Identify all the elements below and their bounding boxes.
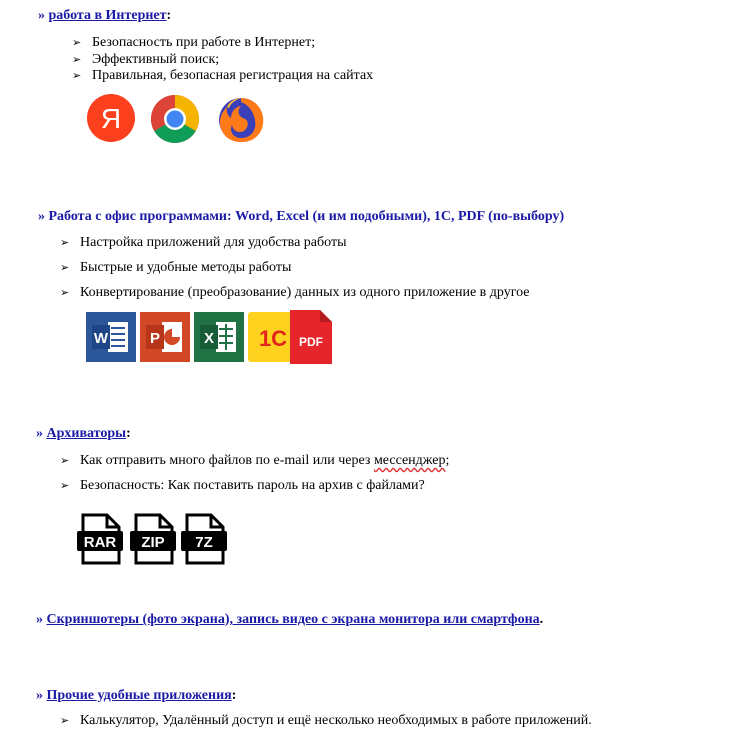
- arrow-bullet-icon: ➢: [60, 454, 70, 467]
- list-item: [60, 285, 530, 301]
- raquo-marker: »: [36, 688, 43, 703]
- arrow-bullet-icon: ➢: [72, 36, 82, 49]
- raquo-marker: »: [36, 426, 43, 441]
- word-icon: [86, 312, 136, 362]
- list-item-text: Правильная, безопасная регистрация на сайтах: [92, 68, 374, 83]
- misspelled-word: мессенджер: [373, 453, 446, 468]
- zip-label: ZIP: [141, 534, 165, 551]
- arrow-bullet-icon: ➢: [60, 286, 70, 299]
- chrome-icon: [150, 94, 200, 144]
- list-item: [60, 478, 425, 494]
- firefox-icon: [215, 94, 267, 144]
- colon: :: [231, 688, 237, 703]
- pdf-icon: [290, 310, 332, 364]
- list-item-text: Калькулятор, Удалённый доступ и ещё несколько необходимых в работе приложений.: [80, 713, 592, 728]
- list-item-text: Безопасность: Как поставить пароль на архив с файлами?: [80, 478, 425, 493]
- list-item: [72, 35, 315, 51]
- section-heading-internet[interactable]: [38, 8, 171, 24]
- colon: :: [126, 426, 131, 441]
- list-item: [60, 453, 449, 469]
- heading-link[interactable]: работа в Интернет: [48, 8, 167, 23]
- excel-letter: X: [203, 330, 215, 347]
- colon: :: [166, 8, 172, 23]
- list-item-text: Безопасность при работе в Интернет;: [92, 35, 316, 50]
- svg-text:Я: Я: [100, 103, 122, 134]
- raquo-marker: »: [36, 612, 43, 627]
- list-item: [60, 713, 592, 729]
- excel-icon: [194, 312, 244, 362]
- list-item: [72, 68, 373, 84]
- list-item: [60, 260, 291, 276]
- section-heading-archivers[interactable]: [36, 426, 131, 442]
- heading-text: Работа с офис программами: Word, Excel (и им подобными), 1С, PDF (по-выбору): [48, 209, 565, 224]
- arrow-bullet-icon: ➢: [72, 53, 82, 66]
- list-item-text: ;: [445, 453, 450, 468]
- powerpoint-letter: P: [149, 330, 161, 347]
- arrow-bullet-icon: ➢: [60, 479, 70, 492]
- 7z-icon: [181, 513, 227, 565]
- word-letter: W: [93, 330, 109, 347]
- raquo-marker: »: [38, 209, 45, 224]
- heading-link[interactable]: Прочие удобные приложения: [46, 688, 232, 703]
- list-item: [60, 235, 347, 251]
- list-item-text: Эффективный поиск;: [92, 52, 220, 67]
- powerpoint-icon: [140, 312, 190, 362]
- list-item-text: Как отправить много файлов по e-mail или через: [80, 453, 374, 468]
- 1c-label: 1С: [258, 326, 288, 351]
- arrow-bullet-icon: ➢: [60, 236, 70, 249]
- section-heading-screenshoters[interactable]: [36, 612, 543, 628]
- rar-label: RAR: [83, 534, 117, 551]
- list-item-text: Конвертирование (преобразование) данных из одного приложение в другое: [80, 285, 530, 300]
- arrow-bullet-icon: ➢: [60, 261, 70, 274]
- pdf-label: PDF: [299, 335, 323, 349]
- yandex-browser-icon: [86, 93, 136, 143]
- section-heading-office: [38, 209, 564, 225]
- raquo-marker: »: [38, 8, 45, 23]
- zip-icon: [130, 513, 176, 565]
- heading-link[interactable]: Архиваторы: [46, 426, 127, 441]
- rar-icon: [77, 513, 123, 565]
- trailing-period: .: [539, 612, 544, 627]
- list-item-text: Настройка приложений для удобства работы: [80, 235, 347, 250]
- arrow-bullet-icon: ➢: [60, 714, 70, 727]
- 7z-label: 7Z: [195, 534, 213, 551]
- section-heading-other-apps[interactable]: [36, 688, 236, 704]
- list-item: [72, 52, 219, 68]
- heading-link[interactable]: Скриншотеры (фото экрана), запись видео с экрана монитора или смартфона: [46, 612, 540, 627]
- arrow-bullet-icon: ➢: [72, 69, 82, 82]
- list-item-text: Быстрые и удобные методы работы: [80, 260, 292, 275]
